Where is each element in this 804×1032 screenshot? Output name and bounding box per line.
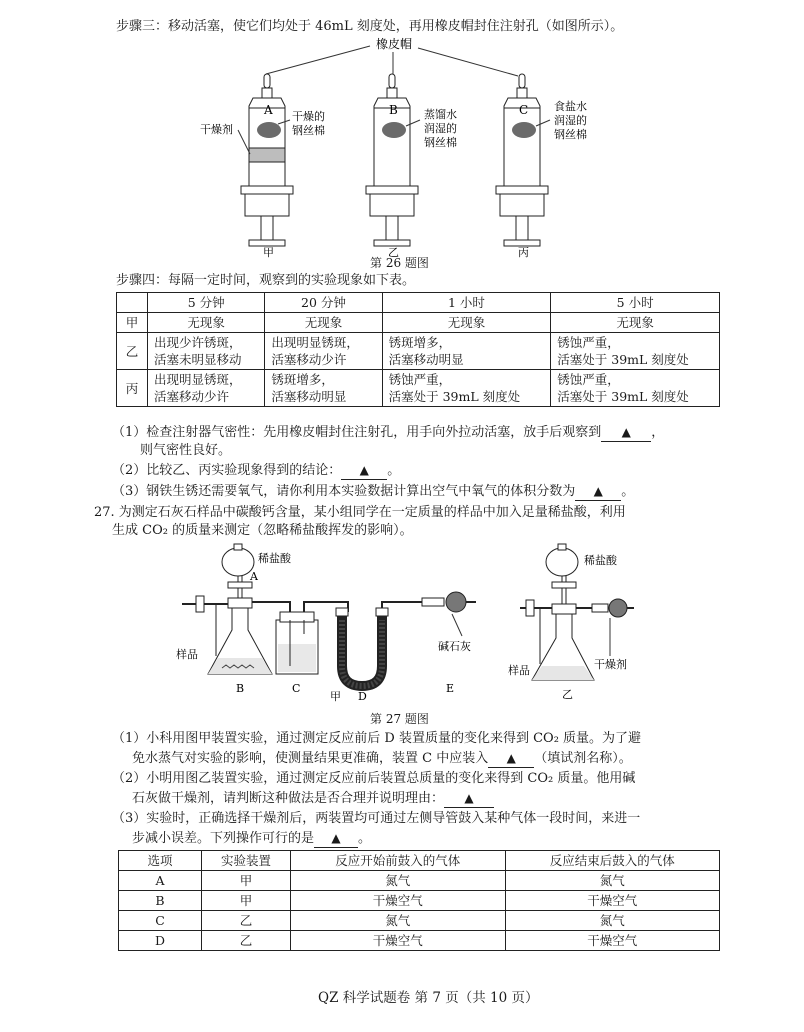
table-header-cell: 反应结束后鼓入的气体: [505, 851, 720, 871]
row-label: 丙: [117, 370, 148, 407]
soda-lime-label: 碱石灰: [438, 640, 471, 653]
label-c: C: [292, 682, 301, 695]
table-cell: 干燥空气: [505, 931, 720, 951]
acid-label-2: 稀盐酸: [584, 554, 617, 567]
table-row: [119, 891, 720, 911]
cap-label: 橡皮帽: [376, 37, 413, 51]
table-header-cell: 选项: [119, 851, 202, 871]
row-label: 乙: [117, 333, 148, 370]
q27-2b: 石灰做干燥剂，请判断这种做法是否合理并说明理由： ▲: [132, 790, 494, 808]
desiccant-label-27: 干燥剂: [594, 658, 627, 671]
observation-table: [116, 292, 720, 407]
step4-text: 步骤四：每隔一定时间，观察到的实验现象如下表。: [116, 273, 416, 288]
table-cell: 无现象: [551, 313, 720, 333]
table-cell: 甲: [202, 871, 291, 891]
table-cell: 乙: [202, 911, 291, 931]
table-row: [119, 911, 720, 931]
note-b-1: 蒸馏水: [424, 108, 457, 121]
table-header-cell: 20 分钟: [265, 293, 382, 313]
answer-marker: ▲: [621, 425, 631, 439]
step3-text: 步骤三：移动活塞，使它们均处于 46mL 刻度处，再用橡皮帽封住注射孔（如图所示）。: [116, 19, 624, 34]
table-cell: 无现象: [148, 313, 265, 333]
table-row: [119, 851, 720, 871]
q27-1a: （1）小科用图甲装置实验，通过测定反应前后 D 装置质量的变化来得到 CO₂ 质量。为了避: [112, 731, 642, 746]
table-cell: 锈斑增多， 活塞移动明显: [265, 370, 382, 407]
note-c-1: 食盐水: [554, 100, 587, 113]
table-cell: 锈斑增多， 活塞移动明显: [382, 333, 551, 370]
table-row: [117, 333, 720, 370]
name-bing: 丙: [518, 246, 529, 259]
note-b-2: 润湿的: [424, 122, 457, 135]
table-cell: 氮气: [291, 911, 506, 931]
table-cell: 无现象: [382, 313, 551, 333]
table-cell: 干燥空气: [291, 931, 506, 951]
answer-marker: ▲: [506, 751, 516, 765]
table-cell: 干燥空气: [291, 891, 506, 911]
q27-3b: 步减小误差。下列操作可行的是 ▲ 。: [132, 831, 372, 846]
note-b-3: 钢丝棉: [424, 136, 457, 149]
table-row: [117, 370, 720, 407]
table-cell: 锈蚀严重， 活塞处于 39mL 刻度处: [382, 370, 551, 407]
q27-1b: 免水蒸气对实验的影响，使测量结果更准确，装置 C 中应装入 ▲ （填试剂名称）。: [132, 751, 632, 766]
syringe-jia: [241, 74, 293, 246]
table-row: [117, 293, 720, 313]
answer-marker: ▲: [359, 463, 369, 477]
letter-b: B: [389, 103, 398, 117]
note-c-3: 钢丝棉: [554, 128, 587, 141]
table-cell: A: [119, 871, 202, 891]
table-cell: 氮气: [291, 871, 506, 891]
letter-c: C: [519, 103, 529, 117]
table-cell: 锈蚀严重， 活塞处于 39mL 刻度处: [551, 370, 720, 407]
table-cell: 锈蚀严重， 活塞处于 39mL 刻度处: [551, 333, 720, 370]
table-header-cell: [117, 293, 148, 313]
label-a: A: [250, 570, 258, 583]
sample-label-1: 样品: [176, 648, 198, 661]
label-b: B: [236, 682, 245, 695]
syringe-bing: [496, 74, 548, 246]
q27-3a: （3）实验时，正确选择干燥剂后，两装置均可通过左侧导管鼓入某种气体一段时间，来进一: [112, 811, 641, 826]
q26-2: （2）比较乙、丙实验现象得到的结论： ▲ 。: [112, 463, 401, 478]
name-yi: 乙: [388, 246, 399, 259]
fig27-caption: 第 27 题图: [370, 712, 429, 726]
letter-a: A: [264, 103, 273, 117]
options-table: [118, 850, 720, 951]
table-cell: D: [119, 931, 202, 951]
q26-1: （1）检查注射器气密性：先用橡皮帽封住注射孔，用手向外拉动活塞，放手后观察到 ▲ ，: [112, 425, 665, 440]
table-header-cell: 5 分钟: [148, 293, 265, 313]
table-cell: 乙: [202, 931, 291, 951]
table-cell: 出现少许锈斑， 活塞未明显移动: [148, 333, 265, 370]
table-cell: 氮气: [505, 911, 720, 931]
answer-marker: ▲: [464, 791, 474, 805]
table-header-cell: 5 小时: [551, 293, 720, 313]
name-jia: 甲: [263, 246, 274, 259]
note-c-2: 润湿的: [554, 114, 587, 127]
table-cell: 甲: [202, 891, 291, 911]
answer-marker: ▲: [593, 484, 603, 498]
figure-26: [180, 36, 650, 268]
table-cell: 出现明显锈斑， 活塞移动少许: [148, 370, 265, 407]
q27-intro-1: 27. 为测定石灰石样品中碳酸钙含量，某小组同学在一定质量的样品中加入足量稀盐酸，利用: [94, 505, 626, 520]
table-row: [119, 871, 720, 891]
table-cell: B: [119, 891, 202, 911]
syringe-yi: [366, 74, 418, 246]
q26-3: （3）钢铁生锈还需要氧气，请你利用本实验数据计算出空气中氧气的体积分数为 ▲ 。: [112, 484, 635, 499]
note-a-1: 干燥的: [292, 110, 325, 123]
q26-1b: 则气密性良好。: [140, 443, 232, 458]
table-row: [119, 931, 720, 951]
q27-2a: （2）小明用图乙装置实验，通过测定反应前后装置总质量的变化来得到 CO₂ 质量。他用碱: [112, 771, 636, 786]
table-header-cell: 实验装置: [202, 851, 291, 871]
table-cell: C: [119, 911, 202, 931]
page-footer: QZ 科学试题卷 第 7 页（共 10 页）: [318, 990, 539, 1006]
q27-intro-2: 生成 CO₂ 的质量来测定（忽略稀盐酸挥发的影响）。: [112, 523, 413, 538]
table-row: [117, 313, 720, 333]
table-cell: 干燥空气: [505, 891, 720, 911]
acid-label-1: 稀盐酸: [258, 552, 291, 565]
note-a-2: 钢丝棉: [292, 124, 325, 137]
row-label: 甲: [117, 313, 148, 333]
label-d: D: [358, 690, 367, 703]
label-e: E: [446, 682, 455, 695]
table-cell: 氮气: [505, 871, 720, 891]
table-cell: 出现明显锈斑， 活塞移动少许: [265, 333, 382, 370]
desiccant-label: 干燥剂: [200, 123, 233, 136]
table-header-cell: 1 小时: [382, 293, 551, 313]
label-yi: 乙: [562, 688, 573, 701]
label-jia: 甲: [330, 690, 341, 703]
figure-27: [170, 540, 640, 710]
table-cell: 无现象: [265, 313, 382, 333]
table-header-cell: 反应开始前鼓入的气体: [291, 851, 506, 871]
answer-marker: ▲: [331, 831, 341, 845]
sample-label-2: 样品: [508, 664, 530, 677]
fig26-caption: 第 26 题图: [370, 256, 429, 270]
